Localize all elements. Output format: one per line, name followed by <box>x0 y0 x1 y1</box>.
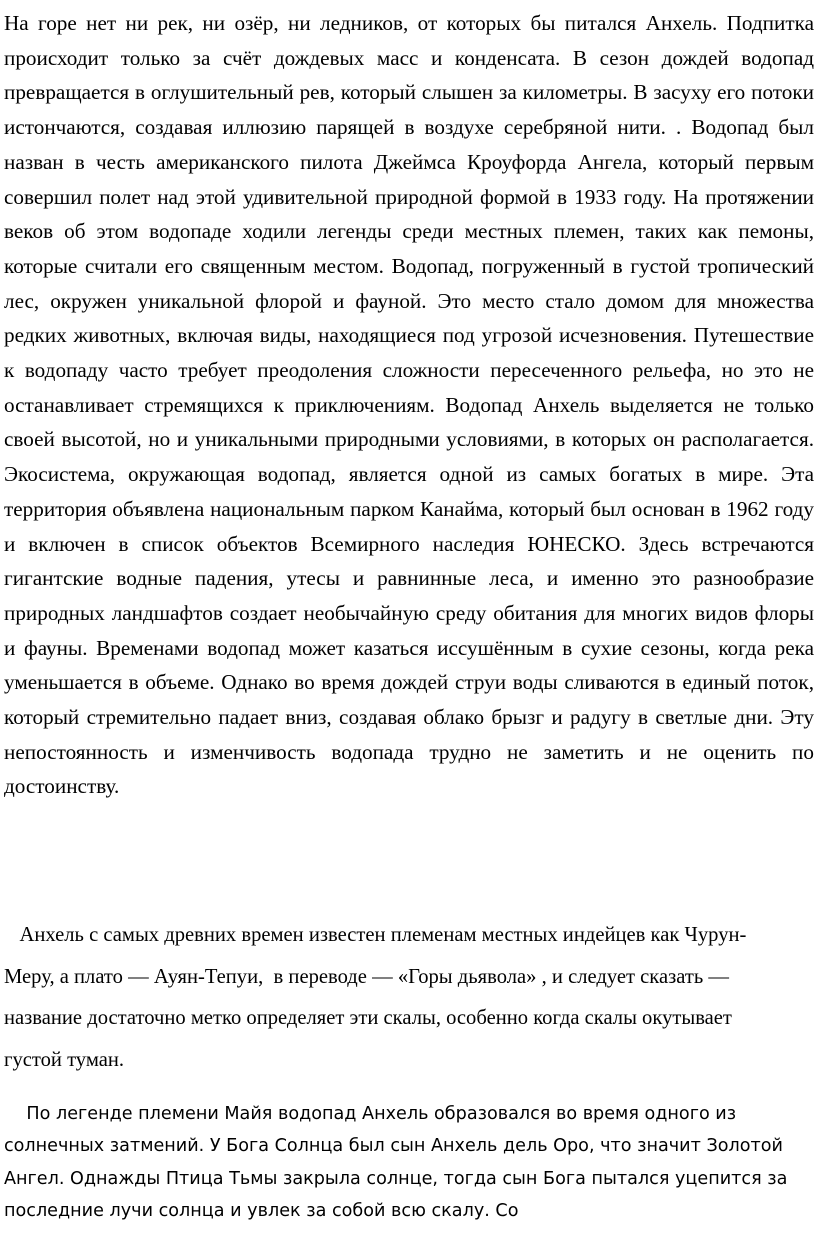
paragraph-angel-falls-description: На горе нет ни рек, ни озёр, ни ледников, от которых бы питался Анхель. Подпитка происходит только за счёт дождевых масс и конденсата. В сезон дождей водопад превращается в оглушительный рев, который слышен за километры. В засуху его потоки истончаются, создавая иллюзию парящей в воздухе серебряной нити. . Водопад был назван в честь американского пилота Джеймса Кроуфорда Ангела, который первым совершил полет над этой удивительной природной формой в 1933 году. На протяжении веков об этом водопаде ходили легенды среди местных племен, таких как пемоны, которые считали его священным местом. Водопад, погруженный в густой тропический лес, окружен уникальной флорой и фауной. Это место стало домом для множества редких животных, включая виды, находящиеся под угрозой исчезновения. Путешествие к водопаду часто требует преодоления сложности пересеченного рельефа, но это не останавливает стремящихся к приключениям. Водопад Анхель выделяется не только своей высотой, но и уникальными природными условиями, в которых он располагается. Экосистема, окружающая водопад, является одной из самых богатых в мире. Эта территория объявлена национальным парком Канайма, который был основан в 1962 году и включен в список объектов Всемирного наследия ЮНЕСКО. Здесь встречаются гигантские водные падения, утесы и равнинные леса, и именно это разнообразие природных ландшафтов создает необычайную среду обитания для многих видов флоры и фауны. Временами водопад может казаться иссушённым в сухие сезоны, когда река уменьшается в объеме. Однако во время дождей струи воды сливаются в единый поток, который стремительно падает вниз, создавая облако брызг и радугу в светлые дни. Эту непостоянность и изменчивость водопада трудно не заметить и не оценить по достоинству. <box>4 11 814 799</box>
paragraph-churun-meru: Анхель с самых древних времен известен племенам местных индейцев как Чурун-Меру, а плато — Ауян-Тепуи, в переводе — «Горы дьявола» , и следует сказать — название достаточно метко определяет эти скалы, особенно когда скалы окутывает густой туман. <box>4 924 747 1071</box>
paragraph-maya-legend: По легенде племени Майя водопад Анхель образовался во время одного из солнечных затмений. У Бога Солнца был сын Анхель дель Оро, что значит Золотой Ангел. Однажды Птица Тьмы закрыла солнце, тогда сын Бога пытался уцепится за последние лучи солнца и увлек за собой всю скалу. Со <box>4 1104 793 1222</box>
